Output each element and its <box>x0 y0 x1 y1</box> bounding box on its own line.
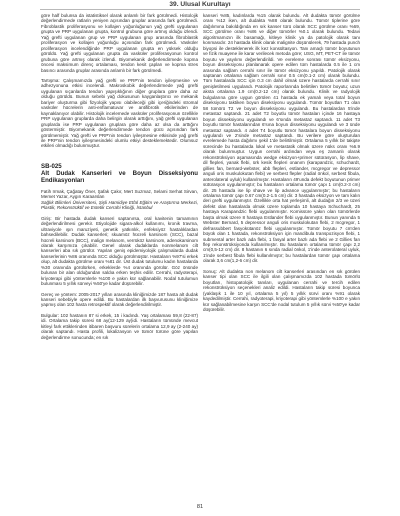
page-number: 81 <box>196 504 204 510</box>
conclusion-paragraph: Sonuç: Alt dudakta non melanom cilt kanserleri arasından en sık görülen kanser tipi olan SCC ile ilgili olan çalışmamızda 102 hastada tümörlü boyutları, histopatolojik tanıları, uygulanan cerrahi ve tercih edilen rekonstrüksiyon seçenekleri analiz edildi. Hastaların takip süresi boyunca (yaklaşık 1 ile 10 yıl, ortalama 5 yıl) 5 yıllık sürvi oranı %91 olarak kaydedilmiştir. Cerrahi, radyoterapi, kriyoterapi gibi yöntemlerle %100 e yakın kür sağlanabilmesine karşın SCC'de nodal tutulum 5 yıllık sürvi %50'ye kadar düşürebilir. <box>203 268 360 313</box>
author-list: Fatih Irmak, Çağatay Öner, Şafak Çakır, Mert Suzmaz, Selami Serhat Sirvan, Memet Yazar, Aygın Karaarslan <box>41 188 198 200</box>
abstract-title: Alt Dudak Kanserleri ve Boyun Disseksiyonu Endikasyonları <box>41 169 198 184</box>
body-paragraph: Giriş: Bir hastada dudak kanseri saptanırsa, oral kavitenin tamamının değerlendirilmesi gerekir. Etiyolojide sigara-alkol kullanımı, kronik travma, ultraviyole ışın maruziyeti, genetik yatkınlık, enfeksiyöz hastalıklardan bahsedilebilir. Dudak kanserleri; skuamöz hücreli karsinom (SCC), bazal hücreli karsinom (BCC), malign melanom, verrüköz karsinom, adenokarsinom olarak karşımıza çıkabilir. Genel olarak dudaklarda nonmelanom cilt kanserleri aba sık görülür. Yapılan geniş epidemiyolojik çalışmalarda dudak kanserlerinin %86 oranında SCC olduğu görülmüştür. Hastaların %97'si erkek olup, alt dudakta görülme oranı %81 dir. Üst dudak tutulumu kadın hastalarda %30 oranında görülürken, erkeklerde %4 oranında görülür. Göz önünde bulunan bir alan olduğundan saldıa erken teşhis edilir. Cerrahi, radyoterapi, kriyoterapi gibi yöntemlerle %100 e yakın kür sağlanabilir. Nodal tutulumun bulunması 5 yıllık sürveyi %50'ye kadar düşürebilir. <box>41 215 198 287</box>
intro-paragraph: Tartışma: Çalışmamızda yağ grefti ve PRP'nin tendon iyileşmesine ve adhezyonuna etkisi incelendi. Makroskobik değerlendirmede yağ grefti uygulanan sıçanlarda tendon yapışıklığının diğer gruplara göre daha az olduğu görüldü. Bunun sebebi yağ dokusunun kayganlaştırıcı ve mekanik bariyer oluşturma gibi fizyolojik yapısı olabileceği gibi içeriğindeki stromal vasküler hücrelerin anti-enflamatuvar ve antifibrotik etkilerinden de kaynaklanıyor olabilir. Histolojik incelemede vasküler proliferasyonun özellikle PRP uygulanan gruplarda daha belirgin olarak arttığını, yağ grefti uygulanan gruplarda ise PRP uygulanan gruplara göre daha az olsa da arttığını göstermiştir. Biyomekanik değerlendirmede tendon gücü açısından fark görülmemiştir. Yağ grefti ve PRP'nin tendon iyileşmesine etkisinde yağ grefti ile PRP'nin tendon iyileşmesindeki olumlu etkiyi desteklemektedir. Olumsuz etkileri olmadığı bulunmuştur. <box>41 77 198 149</box>
body-paragraph: Gereç ve yöntem: 2005-2017 yılları arasında kliniğimizde 187 hasta alt dudak kanseri sebebiyle opere edildi. Bu hastalardan ilk başvurusunu kliniğimize yapmış olan 102 hasta retrospektif olarak değerlendirilmiştir. <box>41 291 198 308</box>
body-paragraph: kanseri %85, kadınlarda %15 olarak bulundu. Alt dudakta tümör görülme oranı %12 iken, alt dudakta %88 olarak bulundu. Tümör tiplerine göre dağılımına bakıldığında en sık kanser türü olarak SCC görülme oranı %69, SCC görülme oranı %86 ve diğer tümörler %0.1 olarak bulundu. Tedavi algoritmamızın ilk basamağı, kitleye klinik ya da patolojik olarak tanı konmasıdır. 24 hastada klinik olarak malignite düşünülerek, 79 hastada punch biyopsi ile desteklenerek ilk kez konsültasyon. Tanı amaçlı tümör boyutunun ve fizik muayene ile karar verilecek metoda göre; USG, MT, PET-CT ile tümör boyutu ve yayılımı değerlendirildi. Ve evreleme sonrası tümör eksizyonu, boyun disseksiyonu planlanarak opere edilen tüm hastalarda 0.5 ile 1 cm arasında sağlam cerrahi sınır ile tümör eksizyonu yapıldı. Patolojik olarak saptanan ortalama sağlam cerrahi sınır 0.5 cm(0.1-2 cm) olarak bulundu. Tüm hastalarda SCC için 0.3 cm dahil olmak üzere hastalarda cerrahi sınır genişletilmesi uygulandı. Patolojik raporlarında belirtilen tümör boyutu; uzun aksta ortalama 1.9 cm(0.2-12 cm) olarak bulundu. Klinik ve radyolojik bulgularına göre uygun görülen 41 hastada ek yamalı veya total boyun diseksiyonu taktiken boyun diseksiyonu uygulandı. Tümör boyutları T1 olan 58 tümörü T2 ve boyun disseksiyonu uygulandı. Bu hastalardan 5'inde metastaz saptandı. 21 adet T2 boyutlu tümör hastaları içinde 16 hastaya boyun disseksiyonu uygulandı ve 6'sında metastaz saptandı. 11 adet T3 boyutlu tümör hastalarından 6'sına boyun disseksiyonu uygulandı ve 3 ünde metastaz saptandı. 4 adet T4 boyutlu tümör hastalara boyun disseksiyonu uygulandı ve 2'sinde metastaz saptandı. Bu verilere göre oluşturulan evrelemede hasta dağılımı şekil 1'de belirtilmiştir. Ortalama 5 yıllık bir takipte sürecinde bu hastalarda lokal ve metastatik olmak üzere nüks oranı %6.9 olarak bulunmuştur. Uygun cerrahi ardından veya eş zamanlı olarak rekonstrüksiyon aşamasında wedge eksizyon+primer sütürasyon, lip shave, dil flepleri, yanak flebi, ürk kesik flepleri onanım (karapandzic, schuchardt, gillies fan, bernard-webster, abb flepleri, estlander, mcgregor ve depressor anguli oris muskulokutan flebi) ve serbest flepler (radial önkol, serbest fibula, anterolateral uyluk) kullanılmıştır. Hastaların 49'unda defekt boyutunun primer sütürasyon uygulanmıştır; bu hastaların ortalama tümör çapı 1 cm(0.2-3 cm) dir. 25 hastada ise lip shave ve lip advance uygulanmıştır; bu hastaların ortalama tümör çapı 0.67 cm(0.2-1.5 cm) dir. 3 hastada eksizyon ve tam kalın deri grefti uygulanmıştır. Özellikle orta hat yerleşimli, alt dudağın 2/3 ve üzeri defekt olan hastalarda olmak üzere toplamda 10 hastaya Schuchardt, 25 hastaya Karapandzic flebi uygulanmıştır. Komissüre yakın olan tümörlerde başta olmak üzere 8 hastaya Estlander flebi uygulanmıştır. Bunun yanında 5 Webster Bernard, 5 depressor anguli oris muskulokutan flebi, 2 mcgregor, 1 defrassubbert fasyokütanöz flebi uygulanmıştır. Tümör boyutu 7 cm'den büyük olan 1 hastada, rekonstrüksiyon için mandibula transpozisyon flebi, 1 submental arter bazlı ada flebi, 1 fasyal arter bazlı ada flebi ve 2 Gillies fan flep rekonstrüksiyonda kullanılmıştır. Bu hastaların ortalama tümör çapı 2,2 cm(0,5-12 cm) dir. 8 hastanın 6 sında radial önkol, 1'inde anterolateral uyluk, 1'inde serbest fibula flebi kullanılmıştır; bu hastalardan tümör çapı ortalama olarak 3,6 cm(1,2-6 cm) dir. <box>203 13 360 264</box>
header-rule <box>40 9 360 10</box>
affiliation: Sağlık Bilimleri Üniversitesi, Şişli Hamidiye Etfal Eğitim ve Araştırma Merkezi, Plastik, Rekonstrüktif ve Estetik Cerrahi Kliniği, İstanbul <box>41 199 198 211</box>
intro-paragraph: göre half bulunsa da istatistiksel olarak anlamlı bir fark görülmedi. Histolojik değerlendirmede ratlarin yeniyen açısından gruplar arasında fark görülmedi. Fibroblastik proliferasyonu ve kollajen yoğunluğunun yağ grefti uygulanan grupta ve PRP uygulanan grupta, kontrol grubuna göre artmış olduğu izlendi. Yağ grefti uygulanan grup ve PRP uygulanan grup arasında fibroblastik proliferasyon ve kollajen yoğunluğu açısından fark görülmedi. Vasküler proliferasyon incelendiğinde PRP uygulanan grupta en yüksek olduğu görüldü. Yağ grefti uygulanan grupta da vasküler proliferasyonun kontrol grubuna göre artmış olarak izlendi. Biyomekanik değerlendirmede kopma öncesi maksimum direnç ortalaması, tendon kesit çapları ve kopma stres basıncı arasında gruplar arasında anlamlı bir fark görülmedi. <box>41 13 198 73</box>
body-paragraph: Bulgular: 102 hastanın 87 si erkek, 15 i kadındı. Yaş ortalaması 59,8 (22-87) idi. Ortalama takip süresi 68 ay(12-129 ay)idi. Hastaların tümünde mevcut kitleyi fark ettiklerinden itibaren başvuru sürelerin ortalama 12,9 ay (2-240 ay) olarak saptandı. Hasta profili, lokalizasyon ve tümör türüne göre yapılan değerlendirme sonucunda; en sık <box>41 312 198 340</box>
left-column <box>41 13 198 340</box>
running-header <box>0 0 400 10</box>
header-title: 39. Ulusal Kurultayı <box>169 1 231 8</box>
abstract-id: SB-025 <box>41 162 62 170</box>
right-column <box>203 13 360 312</box>
